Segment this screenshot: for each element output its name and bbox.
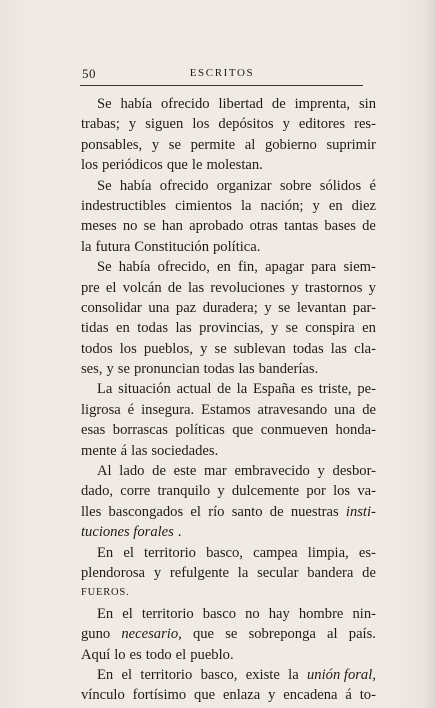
word: meses — [81, 218, 117, 235]
word: de — [362, 218, 376, 235]
word: Estamos — [201, 401, 251, 418]
word: . — [177, 524, 182, 541]
word: las — [187, 279, 205, 296]
word: revoluciones — [210, 279, 285, 296]
text-line — [81, 685, 376, 705]
word: una — [334, 401, 356, 418]
word: España — [252, 381, 296, 398]
word: y — [368, 279, 376, 296]
word: aprobado — [189, 218, 244, 235]
word: de — [217, 381, 231, 398]
word: que — [166, 157, 188, 174]
word: hay — [268, 605, 290, 622]
word: una — [148, 299, 170, 316]
word: ses, — [81, 361, 103, 378]
word: editores — [298, 116, 346, 133]
text-line — [81, 604, 376, 624]
word: el — [105, 279, 117, 296]
word: Constitución — [134, 238, 209, 255]
text-line — [81, 94, 376, 114]
word: En — [97, 605, 114, 622]
word: honda- — [335, 422, 376, 439]
word: los — [81, 157, 99, 174]
word: limpia, — [307, 544, 349, 561]
text-line — [81, 196, 376, 216]
word: Se — [97, 177, 112, 194]
word: y — [217, 483, 225, 500]
word: ofrecido — [160, 96, 210, 112]
word: la — [81, 238, 92, 255]
word: todas — [203, 361, 235, 378]
word: es — [129, 646, 142, 663]
word: corre — [120, 483, 151, 500]
word: siguen — [145, 116, 184, 133]
word: pueblos, — [143, 340, 193, 357]
word: insegura. — [141, 401, 195, 418]
word: dulcemente — [231, 483, 300, 500]
text-line — [81, 583, 376, 603]
word: todas — [137, 320, 169, 337]
word: libertad — [218, 96, 264, 112]
word: ligrosa — [81, 401, 121, 418]
word: basco — [202, 605, 237, 622]
word: de — [271, 96, 286, 112]
text-line — [81, 298, 376, 318]
word: para — [311, 259, 337, 276]
word: esas — [81, 422, 106, 439]
word: el — [123, 544, 134, 561]
word: bases — [324, 218, 356, 235]
word: Se — [97, 96, 112, 112]
word: todos — [81, 340, 113, 357]
word: En — [97, 666, 114, 683]
word: nin- — [352, 605, 376, 622]
word: le — [191, 157, 203, 174]
word: no — [122, 218, 138, 235]
text-line — [81, 318, 376, 338]
word: va- — [357, 483, 376, 500]
word: al — [327, 626, 338, 643]
word: la — [237, 564, 249, 581]
word: de — [362, 401, 376, 418]
word: el — [121, 666, 133, 683]
word: políticas — [175, 422, 225, 439]
word: tidas — [81, 320, 109, 337]
word: embravecido — [234, 463, 310, 480]
word: to- — [359, 687, 376, 704]
text-line — [81, 359, 376, 379]
word: las — [131, 442, 148, 459]
word: la — [288, 666, 299, 683]
word: trastornos — [304, 279, 363, 296]
word: dado, — [81, 483, 114, 500]
word: FUEROS. — [81, 587, 130, 599]
word: la — [240, 197, 252, 214]
word: santo — [231, 503, 263, 520]
word: gobierno — [264, 136, 317, 153]
word: política. — [213, 238, 261, 255]
word: se — [168, 136, 181, 153]
word: é — [127, 401, 135, 418]
word: sin — [358, 96, 376, 112]
word: que — [194, 687, 216, 704]
word: cimientos — [175, 197, 232, 214]
word: Al — [97, 463, 112, 480]
word: volcán — [122, 279, 162, 296]
word: sobre — [279, 177, 312, 194]
word: conmueven — [260, 422, 328, 439]
word: desbor- — [332, 463, 376, 480]
word: río — [208, 503, 225, 520]
word: plendorosa — [81, 564, 146, 581]
word: que — [192, 626, 215, 643]
word: hombre — [298, 605, 344, 622]
header-rule — [80, 85, 363, 86]
text-line — [81, 665, 376, 685]
word: indestructibles — [81, 197, 167, 214]
word: país. — [348, 626, 376, 643]
text-line — [81, 563, 376, 583]
page-header — [82, 66, 362, 82]
text-line — [81, 237, 376, 257]
word: situación — [118, 381, 171, 398]
text-line — [81, 339, 376, 359]
word: secular — [257, 564, 299, 581]
word: bascongados — [108, 503, 184, 520]
word: se — [278, 299, 291, 316]
word: necesario, — [121, 626, 182, 643]
word: este — [173, 463, 197, 480]
word: tranquilo — [157, 483, 211, 500]
text-line — [81, 114, 376, 134]
word: y — [200, 340, 208, 357]
word: duradera; — [202, 299, 258, 316]
word: sobreponga — [248, 626, 316, 643]
word: territorio — [140, 666, 193, 683]
word: fin, — [238, 259, 258, 276]
word: en — [328, 197, 343, 214]
word: cla- — [354, 340, 376, 357]
word: la — [236, 381, 248, 398]
word: ofrecido — [159, 177, 209, 194]
word: En — [97, 544, 114, 561]
word: trabas; — [81, 116, 120, 133]
word: el — [175, 646, 187, 663]
word: es- — [358, 544, 376, 561]
word: enlaza — [222, 687, 261, 704]
word: lo — [114, 646, 126, 663]
word: de — [362, 564, 376, 581]
word: los — [333, 483, 351, 500]
word: y — [291, 279, 299, 296]
word: diez — [351, 197, 376, 214]
word: se — [225, 626, 238, 643]
word: había — [120, 96, 153, 112]
word: á — [345, 687, 352, 704]
word: é — [369, 177, 376, 194]
word: sólidos — [319, 177, 362, 194]
word: guno — [81, 626, 111, 643]
word: y — [128, 116, 137, 133]
word: sociedades. — [151, 442, 219, 459]
word: unión foral, — [307, 666, 376, 683]
word: La — [97, 381, 113, 398]
word: todas — [292, 340, 324, 357]
page-edge-shadow — [422, 0, 436, 708]
word: pueblo. — [190, 646, 234, 663]
word: borrascas — [112, 422, 168, 439]
word: en — [217, 259, 231, 276]
word: en — [362, 320, 376, 337]
word: y — [264, 299, 272, 316]
word: y — [282, 116, 290, 133]
text-line — [81, 543, 376, 563]
word: había — [119, 177, 152, 194]
text-line — [81, 522, 376, 542]
word: las — [330, 340, 347, 357]
word: á — [120, 442, 128, 459]
text-line — [81, 257, 376, 277]
word: el — [190, 503, 201, 520]
word: ofrecido, — [157, 259, 210, 276]
word: organizar — [216, 177, 272, 194]
word: lles — [81, 503, 102, 520]
word: insti- — [345, 503, 376, 520]
word: y — [106, 361, 114, 378]
word: los — [119, 340, 137, 357]
word: res- — [354, 116, 376, 133]
word: banderías. — [258, 361, 319, 378]
text-line — [81, 441, 376, 461]
text-line — [81, 645, 376, 665]
word: conspira — [305, 320, 355, 337]
word: bandera — [307, 564, 354, 581]
text-line — [81, 135, 376, 155]
word: pre — [81, 279, 100, 296]
word: periódicos — [102, 157, 163, 174]
word: ponsables, — [81, 136, 143, 153]
word: nación; — [260, 197, 304, 214]
word: se — [143, 218, 156, 235]
word: al — [244, 136, 256, 153]
word: el — [122, 605, 133, 622]
word: y — [317, 463, 325, 480]
word: pronuncian — [133, 361, 200, 378]
text-line — [81, 379, 376, 399]
text-line — [81, 176, 376, 196]
word: levantan — [296, 299, 347, 316]
word: imprenta, — [294, 96, 351, 112]
word: encadena — [283, 687, 338, 704]
word: se — [214, 340, 227, 357]
word: apagar — [265, 259, 304, 276]
word: atravesando — [257, 401, 328, 418]
word: otras — [249, 218, 278, 235]
text-line — [81, 481, 376, 501]
word: tantas — [284, 218, 319, 235]
word: triste, — [318, 381, 352, 398]
word: siem- — [343, 259, 376, 276]
word: y — [153, 564, 162, 581]
word: que — [232, 422, 254, 439]
word: no — [245, 605, 260, 622]
word: y — [312, 197, 320, 214]
word: Se — [97, 259, 112, 276]
running-title: ESCRITOS — [189, 67, 255, 79]
word: actual — [176, 381, 212, 398]
word: Aquí — [81, 646, 111, 663]
word: de — [167, 279, 182, 296]
text-line — [81, 155, 376, 175]
word: depósitos — [218, 116, 274, 133]
word: paz — [175, 299, 197, 316]
word: en — [116, 320, 130, 337]
word: mar — [204, 463, 227, 480]
text-line — [81, 461, 376, 481]
word: territorio — [141, 605, 194, 622]
word: por — [306, 483, 326, 500]
word: territorio — [144, 544, 196, 561]
word: futura — [95, 238, 131, 255]
word: y — [270, 320, 279, 337]
word: refulgente — [169, 564, 230, 581]
word: basco, — [200, 666, 238, 683]
word: fortísimo — [132, 687, 187, 704]
word: las — [175, 320, 192, 337]
text-line — [81, 420, 376, 440]
word: sublevan — [233, 340, 286, 357]
word: todo — [145, 646, 172, 663]
text-line — [81, 278, 376, 298]
word: suprimir — [326, 136, 376, 153]
word: los — [192, 116, 210, 133]
word: y — [268, 687, 276, 704]
word: molestan. — [206, 157, 263, 174]
word: las — [238, 361, 255, 378]
word: provincias, — [199, 320, 264, 337]
word: de — [152, 463, 166, 480]
body-text — [81, 94, 376, 706]
text-line — [81, 216, 376, 236]
word: basco, — [206, 544, 243, 561]
word: de — [269, 503, 284, 520]
word: se — [117, 361, 130, 378]
text-line — [81, 624, 376, 644]
word: permite — [190, 136, 236, 153]
word: había — [118, 259, 151, 276]
word: se — [285, 320, 298, 337]
word: y — [151, 136, 160, 153]
word: es — [300, 381, 314, 398]
word: existe — [245, 666, 280, 683]
word: campea — [253, 544, 298, 561]
page-number: 50 — [82, 66, 96, 81]
word: han — [161, 218, 183, 235]
text-line — [81, 400, 376, 420]
word: lado — [119, 463, 145, 480]
word: mente — [81, 442, 117, 459]
word: vínculo — [81, 687, 125, 704]
word: tuciones forales — [81, 524, 174, 541]
word: consolidar — [81, 299, 142, 316]
word: pe- — [357, 381, 376, 398]
text-line — [81, 502, 376, 522]
word: nuestras — [290, 503, 339, 520]
word: par- — [352, 299, 376, 316]
